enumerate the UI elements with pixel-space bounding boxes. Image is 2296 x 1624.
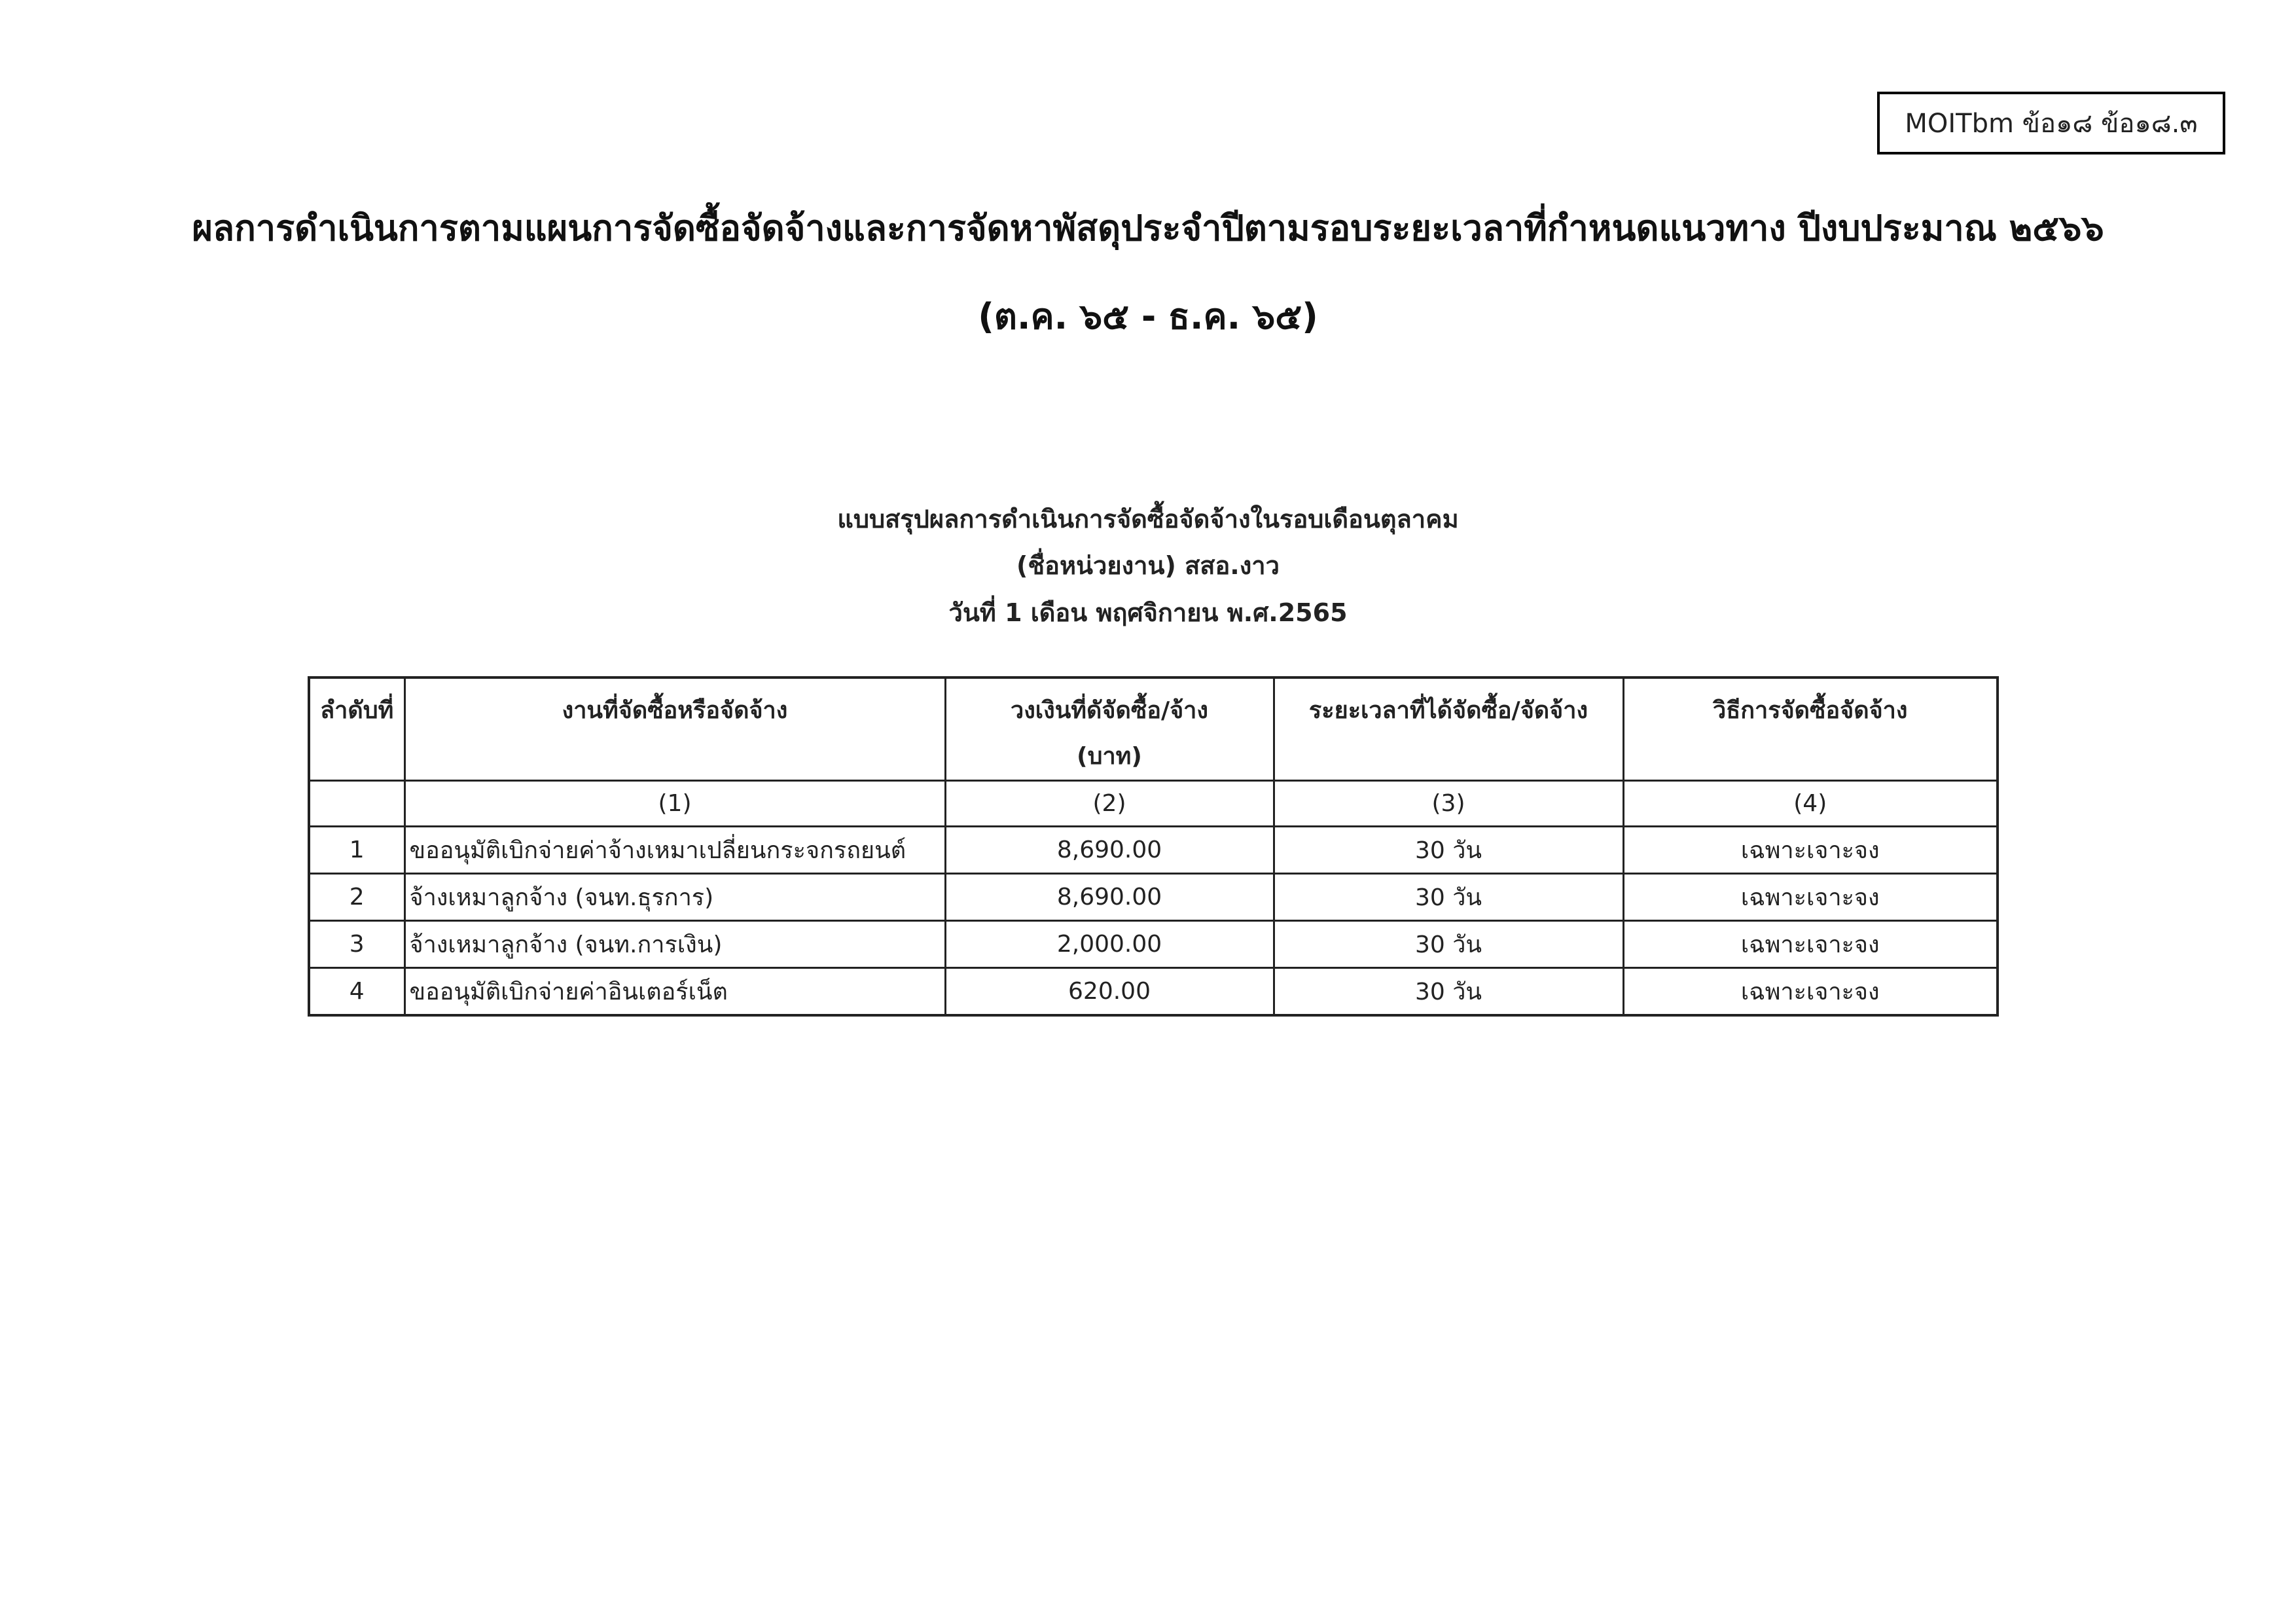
row-duration: 30 วัน (1274, 921, 1623, 968)
row-amount: 2,000.00 (945, 921, 1274, 968)
table-row (309, 874, 1998, 921)
procurement-summary-table (308, 676, 1999, 1017)
row-task: จ้างเหมาลูกจ้าง (จนท.ธุรการ) (404, 874, 945, 921)
header-amount-line1: วงเงินที่ดัจัดซื้อ/จ้าง (1011, 697, 1208, 724)
table-header-row (309, 677, 1998, 781)
row-method: เฉพาะเจาะจง (1623, 968, 1998, 1015)
row-amount: 8,690.00 (945, 874, 1274, 921)
document-reference-text: MOITbm ข้อ๑๘ ข้อ๑๘.๓ (1905, 109, 2198, 139)
column-index-row (309, 781, 1998, 827)
row-number: 1 (309, 827, 404, 874)
column-index-cell: (3) (1274, 781, 1623, 827)
header-amount-line2: (บาท) (1077, 743, 1142, 770)
row-number: 3 (309, 921, 404, 968)
page-subtitle-period: (ต.ค. ๖๕ - ธ.ค. ๖๕) (978, 296, 1318, 337)
row-task: ขออนุมัติเบิกจ่ายค่าอินเตอร์เน็ต (404, 968, 945, 1015)
column-index-cell (309, 781, 404, 827)
row-amount: 8,690.00 (945, 827, 1274, 874)
header-amount (945, 677, 1274, 781)
form-heading: แบบสรุปผลการดำเนินการจัดซื้อจัดจ้างในรอบเดือนตุลาคม (837, 505, 1459, 533)
row-number: 4 (309, 968, 404, 1015)
row-number: 2 (309, 874, 404, 921)
header-seq: ลำดับที่ (309, 677, 404, 781)
row-duration: 30 วัน (1274, 968, 1623, 1015)
header-task: งานที่จัดซื้อหรือจัดจ้าง (404, 677, 945, 781)
row-method: เฉพาะเจาะจง (1623, 827, 1998, 874)
column-index-cell: (4) (1623, 781, 1998, 827)
page-title: ผลการดำเนินการตามแผนการจัดซื้อจัดจ้างและการจัดหาพัสดุประจำปีตามรอบระยะเวลาที่กำหนดแนวทาง ปีงบประมาณ ๒๕๖๖ (192, 208, 2104, 249)
header-duration: ระยะเวลาที่ได้จัดซื้อ/จัดจ้าง (1274, 677, 1623, 781)
row-method: เฉพาะเจาะจง (1623, 874, 1998, 921)
table-row (309, 921, 1998, 968)
form-date: วันที่ 1 เดือน พฤศจิกายน พ.ศ.2565 (948, 598, 1348, 627)
table-row (309, 968, 1998, 1015)
header-method: วิธีการจัดซื้อจัดจ้าง (1623, 677, 1998, 781)
row-duration: 30 วัน (1274, 874, 1623, 921)
row-task: ขออนุมัติเบิกจ่ายค่าจ้างเหมาเปลี่ยนกระจกรถยนต์ (404, 827, 945, 874)
row-amount: 620.00 (945, 968, 1274, 1015)
document-reference-box (1877, 92, 2225, 154)
row-duration: 30 วัน (1274, 827, 1623, 874)
table-row (309, 827, 1998, 874)
column-index-cell: (1) (404, 781, 945, 827)
row-method: เฉพาะเจาะจง (1623, 921, 1998, 968)
row-task: จ้างเหมาลูกจ้าง (จนท.การเงิน) (404, 921, 945, 968)
column-index-cell: (2) (945, 781, 1274, 827)
form-agency: (ชื่อหน่วยงาน) สสอ.งาว (1016, 551, 1280, 580)
